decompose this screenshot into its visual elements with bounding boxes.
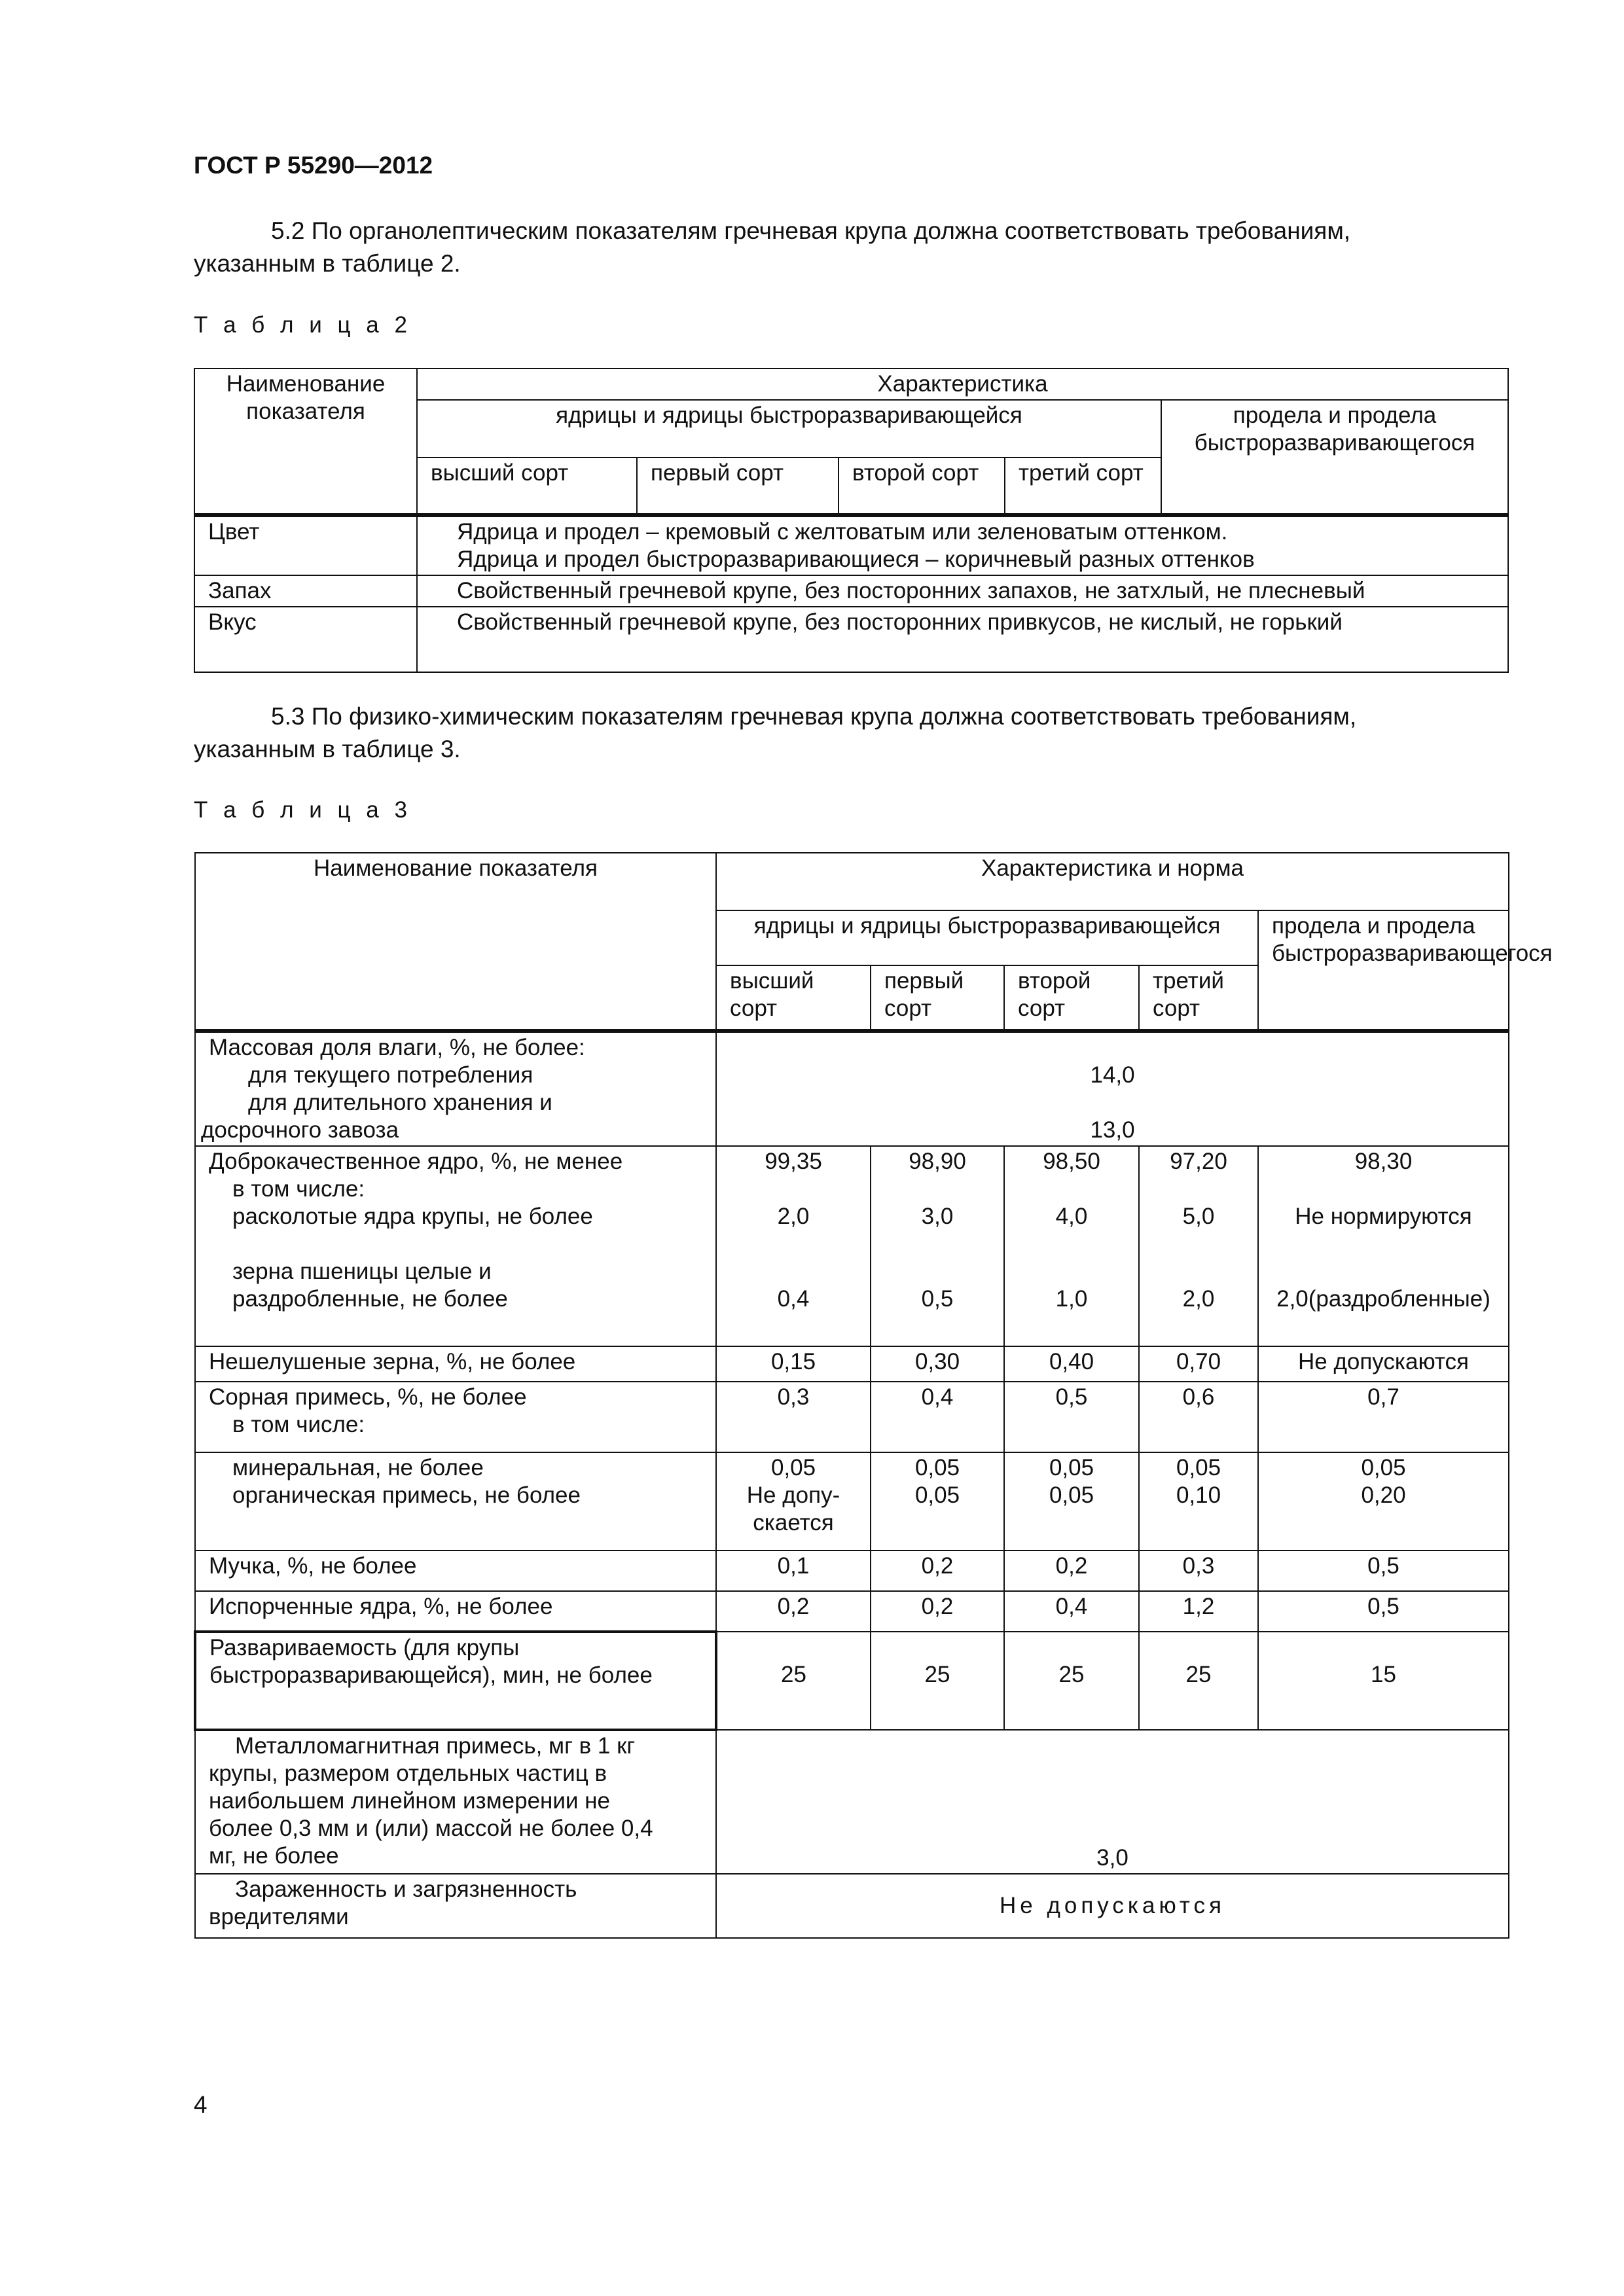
spoiled-third: 1,2 xyxy=(1139,1591,1258,1632)
document-header-title: ГОСТ Р 55290—2012 xyxy=(194,152,433,179)
table3-row-metal-value: 3,0 xyxy=(716,1730,1509,1874)
unhulled-second: 0,40 xyxy=(1004,1346,1139,1382)
pests-line-2: вредителями xyxy=(209,1904,349,1929)
mineral-first: 0,05 xyxy=(914,1455,960,1480)
moisture-long-storage: для длительного хранения и xyxy=(248,1090,552,1115)
page-number: 4 xyxy=(194,2091,208,2118)
table3-row-pests-value: Не допускаются xyxy=(716,1874,1509,1938)
mineral-col-prodel xyxy=(1258,1452,1509,1551)
table3-header-name: Наименование показателя xyxy=(195,853,716,1031)
spoiled-first: 0,2 xyxy=(871,1591,1004,1632)
kernel-col-first xyxy=(871,1146,1004,1346)
table3-row-unhulled-name: Нешелушеные зерна, %, не более xyxy=(195,1346,716,1382)
weed-top: 0,3 xyxy=(716,1382,871,1452)
cook-title-2: быстроразваривающейся), мин, не более xyxy=(209,1662,653,1688)
kernel-wheat-top: 0,4 xyxy=(777,1286,810,1312)
kernel-wheat-first: 0,5 xyxy=(921,1286,954,1312)
kernel-including: в том числе: xyxy=(232,1176,365,1202)
kernel-split-first: 3,0 xyxy=(921,1204,954,1229)
organic-first: 0,05 xyxy=(914,1482,960,1508)
metal-line-4: более 0,3 мм и (или) массой не более 0,4 xyxy=(209,1816,653,1841)
kernel-wheat-third: 2,0 xyxy=(1182,1286,1215,1312)
paragraph-5-3-line2: указанным в таблице 3. xyxy=(194,736,461,762)
table3-row-metal-name xyxy=(195,1730,716,1874)
paragraph-5-2-line2: указанным в таблице 2. xyxy=(194,250,461,277)
kernel-col-top xyxy=(716,1146,871,1346)
table2-row-color-name: Цвет xyxy=(194,515,417,575)
table3-row-moisture-name xyxy=(195,1031,716,1146)
table3-row-spoiled-name: Испорченные ядра, %, не более xyxy=(195,1591,716,1632)
paragraph-5-2-line1: 5.2 По органолептическим показателям гречневая крупа должна соответствовать требованиям, xyxy=(271,217,1351,244)
kernel-col-second xyxy=(1004,1146,1139,1346)
kernel-wheat-1: зерна пшеницы целые и xyxy=(232,1259,492,1284)
organic-second: 0,05 xyxy=(1049,1482,1094,1508)
weed-second: 0,5 xyxy=(1004,1382,1139,1452)
table2-row-taste-value: Свойственный гречневой крупе, без посторонних привкусов, не кислый, не горький xyxy=(417,607,1508,672)
weed-third: 0,6 xyxy=(1139,1382,1258,1452)
kernel-split-top: 2,0 xyxy=(777,1204,810,1229)
metal-line-2: крупы, размером отдельных частиц в xyxy=(209,1761,607,1786)
table3-grade-second: второй сорт xyxy=(1004,965,1139,1031)
flour-prodel: 0,5 xyxy=(1258,1551,1509,1591)
table3-row-flour-name: Мучка, %, не более xyxy=(195,1551,716,1591)
table2-row-color-value xyxy=(417,515,1508,575)
table2-grade-first: первый сорт xyxy=(637,457,839,515)
table3-group-yadritsa: ядрицы и ядрицы быстроразваривающейся xyxy=(716,910,1258,965)
spoiled-second: 0,4 xyxy=(1004,1591,1139,1632)
mineral-col-first xyxy=(871,1452,1004,1551)
table3-grade-first: первый сорт xyxy=(871,965,1004,1031)
pests-line-1: Зараженность и загрязненность xyxy=(235,1876,577,1902)
paragraph-5-3 xyxy=(194,700,1506,766)
mineral-second: 0,05 xyxy=(1049,1455,1094,1480)
table2-grade-second: второй сорт xyxy=(839,457,1005,515)
metal-line-1: Металломагнитная примесь, мг в 1 кг xyxy=(235,1733,636,1759)
mineral-third: 0,05 xyxy=(1176,1455,1221,1480)
mineral-col-third xyxy=(1139,1452,1258,1551)
mineral-col-second xyxy=(1004,1452,1139,1551)
mineral-top: 0,05 xyxy=(770,1455,816,1480)
table2-group-yadritsa: ядрицы и ядрицы быстроразваривающейся xyxy=(417,400,1161,457)
flour-top: 0,1 xyxy=(716,1551,871,1591)
weed-first: 0,4 xyxy=(871,1382,1004,1452)
flour-third: 0,3 xyxy=(1139,1551,1258,1591)
flour-first: 0,2 xyxy=(871,1551,1004,1591)
organic-title: органическая примесь, не более xyxy=(232,1482,581,1508)
spoiled-prodel: 0,5 xyxy=(1258,1591,1509,1632)
flour-second: 0,2 xyxy=(1004,1551,1139,1591)
organic-top: Не допу- xyxy=(746,1482,840,1508)
weed-including: в том числе: xyxy=(232,1412,365,1437)
table3-row-mineral-name xyxy=(195,1452,716,1551)
table-2 xyxy=(194,368,1509,673)
table3-row-pests-name xyxy=(195,1874,716,1938)
table2-row-smell-name: Запах xyxy=(194,575,417,607)
table2-grade-top: высший сорт xyxy=(417,457,637,515)
table-3 xyxy=(194,852,1553,1939)
kernel-main-third: 97,20 xyxy=(1170,1149,1227,1174)
kernel-split-prodel: Не нормируются xyxy=(1295,1204,1472,1229)
kernel-main-prodel: 98,30 xyxy=(1354,1149,1413,1174)
table3-grade-top: высший сорт xyxy=(716,965,871,1031)
moisture-value-long: 13,0 xyxy=(1090,1117,1135,1143)
moisture-title: Массовая доля влаги, %, не более: xyxy=(209,1035,585,1060)
weed-title: Сорная примесь, %, не более xyxy=(209,1384,527,1410)
organic-top-cont: скается xyxy=(753,1510,834,1535)
unhulled-third: 0,70 xyxy=(1139,1346,1258,1382)
kernel-split-second: 4,0 xyxy=(1055,1204,1088,1229)
organic-prodel: 0,20 xyxy=(1361,1482,1406,1508)
table3-header-characteristic: Характеристика и норма xyxy=(716,853,1509,910)
kernel-main-top: 99,35 xyxy=(765,1149,822,1174)
table3-grade-third: третий сорт xyxy=(1139,965,1258,1031)
paragraph-5-3-line1: 5.3 По физико-химическим показателям гречневая крупа должна соответствовать требованиям, xyxy=(271,703,1357,730)
table2-row-taste-name: Вкус xyxy=(194,607,417,672)
weed-prodel: 0,7 xyxy=(1258,1382,1509,1452)
table3-group-prodel: продела и продела быстроразваривающегося xyxy=(1258,910,1509,1031)
kernel-title: Доброкачественное ядро, %, не менее xyxy=(209,1149,623,1174)
cook-title-1: Развариваемость (для крупы xyxy=(209,1635,520,1660)
table2-header-name: Наименование показателя xyxy=(194,368,417,515)
cook-second: 25 xyxy=(1004,1632,1139,1730)
table2-caption: Т а б л и ц а 2 xyxy=(194,312,412,338)
moisture-early-delivery: досрочного завоза xyxy=(201,1117,399,1143)
moisture-value-current: 14,0 xyxy=(1090,1062,1135,1088)
kernel-wheat-second: 1,0 xyxy=(1055,1286,1088,1312)
cook-third: 25 xyxy=(1139,1632,1258,1730)
table3-row-moisture-value xyxy=(716,1031,1509,1146)
spoiled-top: 0,2 xyxy=(716,1591,871,1632)
cook-first: 25 xyxy=(871,1632,1004,1730)
kernel-split-third: 5,0 xyxy=(1182,1204,1215,1229)
kernel-col-third xyxy=(1139,1146,1258,1346)
kernel-wheat-2: раздробленные, не более xyxy=(232,1286,508,1312)
organic-third: 0,10 xyxy=(1176,1482,1221,1508)
moisture-current: для текущего потребления xyxy=(248,1062,533,1088)
unhulled-first: 0,30 xyxy=(871,1346,1004,1382)
table2-header-characteristic: Характеристика xyxy=(417,368,1508,400)
table2-grade-third: третий сорт xyxy=(1005,457,1161,515)
kernel-split: расколотые ядра крупы, не более xyxy=(232,1204,593,1229)
table3-caption: Т а б л и ц а 3 xyxy=(194,797,412,823)
kernel-wheat-prodel: 2,0(раздробленные) xyxy=(1276,1286,1490,1312)
table3-row-weed-name xyxy=(195,1382,716,1452)
table2-group-prodel: продела и продела быстроразваривающегося xyxy=(1161,400,1508,515)
kernel-main-first: 98,90 xyxy=(909,1149,966,1174)
table3-row-kernel-name xyxy=(195,1146,716,1346)
mineral-title: минеральная, не более xyxy=(232,1455,484,1480)
kernel-col-prodel xyxy=(1258,1146,1509,1346)
metal-line-5: мг, не более xyxy=(209,1843,339,1869)
mineral-col-top xyxy=(716,1452,871,1551)
unhulled-top: 0,15 xyxy=(716,1346,871,1382)
table2-row-smell-value: Свойственный гречневой крупе, без посторонних запахов, не затхлый, не плесневый xyxy=(417,575,1508,607)
kernel-main-second: 98,50 xyxy=(1043,1149,1100,1174)
table2-color-line2: Ядрица и продел быстроразваривающиеся – коричневый разных оттенков xyxy=(457,547,1255,572)
cook-prodel: 15 xyxy=(1258,1632,1509,1730)
cook-top: 25 xyxy=(716,1632,871,1730)
table2-color-line1: Ядрица и продел – кремовый с желтоватым или зеленоватым оттенком. xyxy=(457,519,1228,545)
mineral-prodel: 0,05 xyxy=(1361,1455,1406,1480)
metal-line-3: наибольшем линейном измерении не xyxy=(209,1788,610,1814)
table3-row-cook-name xyxy=(195,1632,716,1730)
unhulled-prodel: Не допускаются xyxy=(1258,1346,1509,1382)
paragraph-5-2 xyxy=(194,215,1506,280)
